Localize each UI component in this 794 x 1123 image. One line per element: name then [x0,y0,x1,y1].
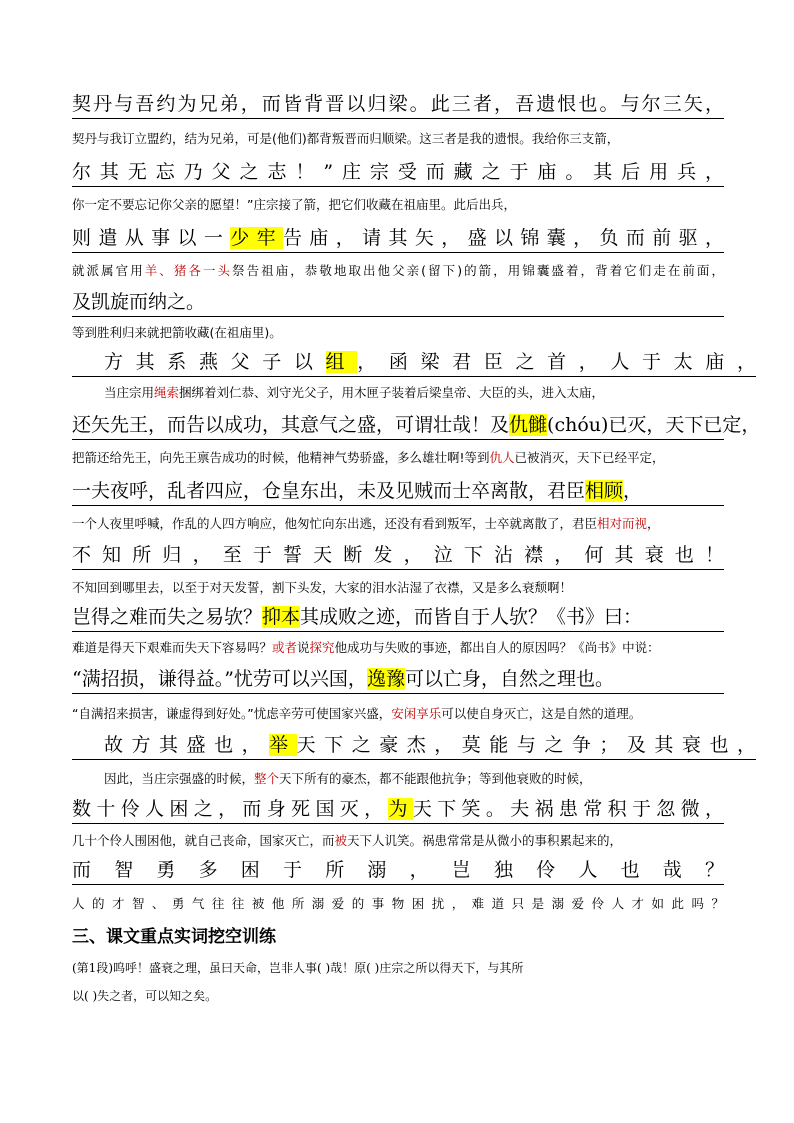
text-segment: 天下之豪杰，莫能与之争；及其衰也， [296,734,756,756]
text-segment: 一个人夜里呼喊，作乱的人四方响应，他匆忙向东出逃，还没有看到叛军，士卒就离散了，君臣 [72,516,598,531]
text-segment: 故方其盛也， [104,734,270,756]
highlighted-word: 相顾 [585,480,624,502]
red-translation-word: 相对而视 [597,516,648,531]
original-text-line [72,290,724,317]
translation-line [72,705,724,723]
red-translation-word: 绳索 [154,385,180,400]
translation-line [72,895,724,913]
red-translation-word: 仇人 [489,450,515,465]
highlighted-word: 仇雠 [509,414,548,436]
translation-line [72,262,724,280]
text-segment: 你一定不要忘记你父亲的愿望！”庄宗接了箭，把它们收藏在祖庙里。此后出兵， [72,197,516,212]
translation-line [72,324,724,342]
text-segment: 他成功与失败的事迹，都出自人的原因吗？《尚书》中说： [334,640,660,655]
text-segment: 岂得之难而失之易欤？ [72,606,263,628]
translation-line [72,832,724,850]
red-translation-word: 整个 [254,771,280,786]
text-segment: 祭告祖庙，恭敬地取出他父亲(留下)的箭，用锦囊盛着，背着它们走在前面， [232,263,724,278]
original-text-line [72,226,724,253]
text-segment: 则遣从事以一 [72,227,231,249]
original-text-line [72,350,756,377]
highlighted-word: 抑本 [262,606,301,628]
text-segment: ， [647,516,660,531]
original-text-line [72,413,761,440]
text-segment: ，函梁君臣之首，人于太庙， [357,351,756,373]
translation-line [72,196,724,214]
original-text-line [72,667,724,694]
translation-line [72,770,756,788]
red-translation-word: 羊、猪各一头 [144,263,233,278]
section-heading: 三、课文重点实词挖空训练 [72,927,276,947]
text-segment: 天下人讥笑。祸患常常是从微小的事积累起来的， [347,833,623,848]
red-translation-word: 探究 [309,640,335,655]
text-segment: 一夫夜呼，乱者四应，仓皇东出，未及见贼而士卒离散，君臣 [72,480,586,502]
exercise-line-2: 以( )失之者，可以知之矣。 [72,989,218,1003]
text-segment: 说 [297,640,310,655]
text-segment: 而智勇多困于所溺，岂独伶人也哉？ [72,859,724,881]
highlighted-word: 举 [269,734,297,756]
original-text-line [72,543,724,570]
text-segment: 几十个伶人围困他，就自己丧命，国家灭亡，而 [72,833,335,848]
translation-line [72,579,724,597]
text-segment: 难道是得天下艰难而失天下容易吗？ [72,640,273,655]
translation-line [72,449,724,467]
translation-line [72,130,724,148]
highlighted-word: 为 [388,798,413,820]
original-text-line [72,605,724,632]
text-segment: 等到胜利归来就把箭收藏(在祖庙里)。 [72,325,282,340]
text-segment: “满招损，谦得益。”忧劳可以兴国， [72,668,367,690]
text-segment: 契丹与我订立盟约，结为兄弟，可是(他们)都背叛晋而归顺梁。这三者是我的遗恨。我给你三支箭， [72,131,620,146]
text-segment: 可以使自身灭亡，这是自然的道理。 [441,706,642,721]
text-segment: 天下所有的豪杰，都不能跟他抗争；等到他衰败的时候， [279,771,592,786]
text-segment: 契丹与吾约为兄弟，而皆背晋以归梁。此三者，吾遗恨也。与尔三矢， [72,93,724,115]
translation-line [72,639,724,657]
text-segment: 不知回到哪里去，以至于对天发誓，割下头发，大家的泪水沾湿了衣襟，又是多么衰颓啊！ [72,580,573,595]
translation-line [72,384,756,402]
text-segment: (chóu)已灭，天下已定， [547,414,761,436]
text-segment: 数十伶人困之，而身死国灭， [72,798,389,820]
text-segment: 告庙，请其矢，盛以锦囊，负而前驱， [283,227,724,249]
red-translation-word: 被 [334,833,348,848]
exercise-line-1: (第1段)呜呼！盛衰之理，虽曰天命，岂非人事( )哉！原( )庄宗之所以得天下，与其所 [72,961,524,975]
original-text-line [72,858,724,885]
text-segment: 捆绑着刘仁恭、刘守光父子，用木匣子装着后梁皇帝、大臣的头，进入太庙， [179,385,605,400]
highlighted-word: 少牢 [230,227,283,249]
text-segment: ， [623,480,643,502]
text-segment: 把箭还给先王，向先王禀告成功的时候，他精神气势骄盛，多么雄壮啊!等到 [72,450,490,465]
original-text-line [72,797,724,824]
text-segment: 当庄宗用 [104,385,155,400]
text-segment: 其成败之迹，而皆自于人欤？《书》曰： [300,606,643,628]
text-segment: 不知所归，至于誓天断发，泣下沾襟，何其衰也！ [72,544,724,566]
text-segment: 还矢先王，而告以成功，其意气之盛，可谓壮哉！及 [72,414,510,436]
original-text-line [72,160,724,187]
text-segment: 已被消灭，天下已经平定， [514,450,665,465]
text-segment: 人的才智、勇气往往被他所溺爱的事物困扰，难道只是溺爱伶人才如此吗？ [72,896,724,911]
translation-line [72,515,724,533]
original-text-line [72,733,756,760]
text-segment: 及凯旋而纳之。 [72,291,206,313]
text-segment: 就派属官用 [72,263,145,278]
text-segment: 方其系燕父子以 [104,351,326,373]
red-translation-word: 或者 [272,640,298,655]
original-text-line [72,92,724,119]
text-segment: 可以亡身，自然之理也。 [404,668,614,690]
text-segment: 天下笑。夫祸患常积于忽微， [412,798,724,820]
text-segment: 因此，当庄宗强盛的时候， [104,771,255,786]
highlighted-word: 逸豫 [366,668,405,690]
original-text-line [72,479,724,506]
text-segment: 尔其无忘乃父之志！”庄宗受而藏之于庙。其后用兵， [72,161,724,183]
highlighted-word: 组 [325,351,358,373]
red-translation-word: 安闲享乐 [391,706,442,721]
text-segment: “自满招来损害，谦虚得到好处。”忧虑辛劳可使国家兴盛， [72,706,392,721]
